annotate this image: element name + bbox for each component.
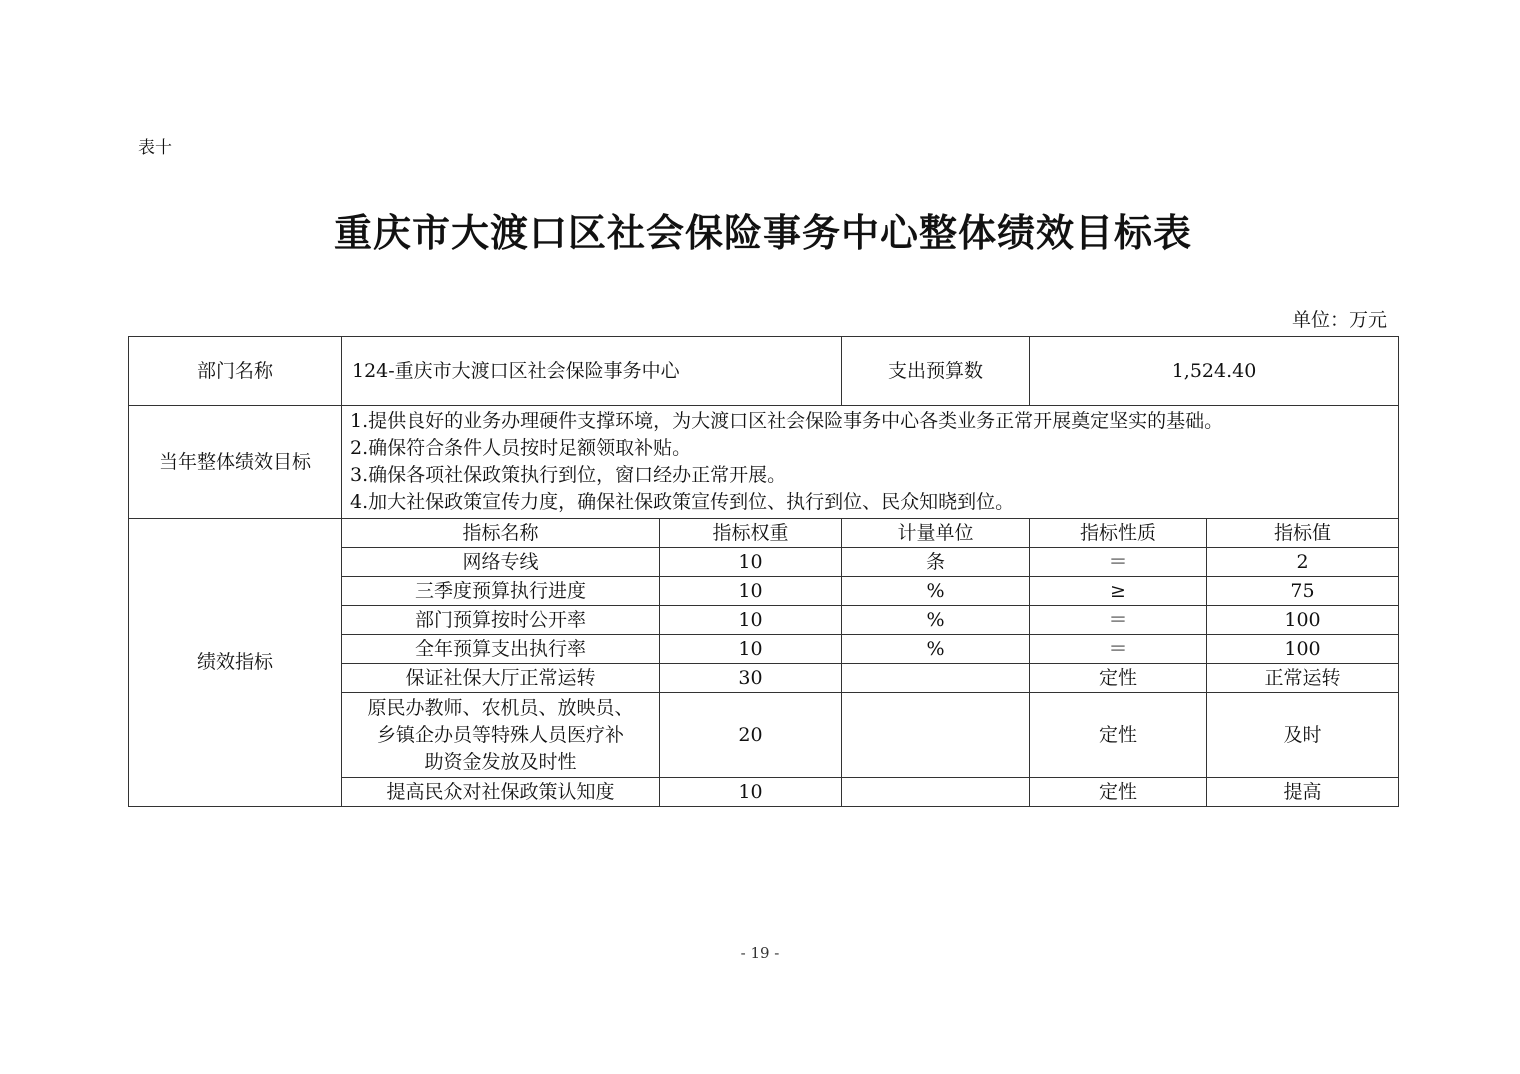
dept-row bbox=[129, 337, 1399, 406]
indicator-unit: % bbox=[842, 606, 1030, 635]
indicator-weight: 30 bbox=[660, 664, 842, 693]
dept-name-value: 124-重庆市大渡口区社会保险事务中心 bbox=[342, 337, 842, 406]
indicator-nature: ＝ bbox=[1030, 548, 1207, 577]
indicator-value: 75 bbox=[1207, 577, 1399, 606]
indicator-unit: % bbox=[842, 635, 1030, 664]
indicator-header-row bbox=[129, 519, 1399, 548]
indicator-name: 保证社保大厅正常运转 bbox=[342, 664, 660, 693]
goal-item: 2.确保符合条件人员按时足额领取补贴。 bbox=[350, 437, 692, 459]
goal-item: 4.加大社保政策宣传力度，确保社保政策宣传到位、执行到位、民众知晓到位。 bbox=[350, 491, 1015, 513]
column-header: 指标权重 bbox=[660, 519, 842, 548]
indicator-weight: 10 bbox=[660, 635, 842, 664]
dept-name-label: 部门名称 bbox=[129, 337, 342, 406]
indicator-name-line: 助资金发放及时性 bbox=[424, 750, 577, 773]
indicator-value: 正常运转 bbox=[1207, 664, 1399, 693]
indicator-value: 提高 bbox=[1207, 778, 1399, 807]
indicator-name-line: 原民办教师、农机员、放映员、 bbox=[367, 696, 634, 719]
indicator-name bbox=[342, 693, 660, 778]
column-header: 计量单位 bbox=[842, 519, 1030, 548]
indicator-weight: 10 bbox=[660, 606, 842, 635]
page-number: - 19 - bbox=[740, 944, 780, 962]
indicator-nature: 定性 bbox=[1030, 693, 1207, 778]
indicator-nature: 定性 bbox=[1030, 778, 1207, 807]
indicator-value: 及时 bbox=[1207, 693, 1399, 778]
document-title: 重庆市大渡口区社会保险事务中心整体绩效目标表 bbox=[333, 210, 1192, 255]
performance-target-table bbox=[128, 336, 1399, 807]
goal-label: 当年整体绩效目标 bbox=[129, 406, 342, 519]
goal-row bbox=[129, 406, 1399, 519]
indicator-unit: % bbox=[842, 577, 1030, 606]
indicator-unit: 条 bbox=[842, 548, 1030, 577]
indicator-name: 提高民众对社保政策认知度 bbox=[342, 778, 660, 807]
goal-item: 1.提供良好的业务办理硬件支撑环境，为大渡口区社会保险事务中心各类业务正常开展奠定坚实的基础。 bbox=[350, 410, 1224, 432]
goal-list bbox=[342, 406, 1399, 519]
indicator-name: 全年预算支出执行率 bbox=[342, 635, 660, 664]
indicator-unit bbox=[842, 778, 1030, 807]
indicator-unit bbox=[842, 693, 1030, 778]
indicator-name: 网络专线 bbox=[342, 548, 660, 577]
indicator-weight: 10 bbox=[660, 778, 842, 807]
indicator-weight: 20 bbox=[660, 693, 842, 778]
indicator-section-label: 绩效指标 bbox=[129, 519, 342, 807]
table-label: 表十 bbox=[138, 138, 172, 158]
indicator-name: 部门预算按时公开率 bbox=[342, 606, 660, 635]
indicator-nature: ＝ bbox=[1030, 635, 1207, 664]
indicator-nature: 定性 bbox=[1030, 664, 1207, 693]
goal-item: 3.确保各项社保政策执行到位，窗口经办正常开展。 bbox=[350, 464, 787, 486]
column-header: 指标值 bbox=[1207, 519, 1399, 548]
indicator-name: 三季度预算执行进度 bbox=[342, 577, 660, 606]
indicator-weight: 10 bbox=[660, 548, 842, 577]
indicator-value: 100 bbox=[1207, 606, 1399, 635]
indicator-value: 100 bbox=[1207, 635, 1399, 664]
indicator-weight: 10 bbox=[660, 577, 842, 606]
budget-label: 支出预算数 bbox=[842, 337, 1030, 406]
unit-label: 单位：万元 bbox=[1291, 309, 1387, 331]
indicator-nature: ＝ bbox=[1030, 606, 1207, 635]
column-header: 指标性质 bbox=[1030, 519, 1207, 548]
indicator-unit bbox=[842, 664, 1030, 693]
indicator-name-line: 乡镇企办员等特殊人员医疗补 bbox=[376, 723, 624, 746]
budget-value: 1,524.40 bbox=[1030, 337, 1399, 406]
indicator-nature: ≥ bbox=[1030, 577, 1207, 606]
indicator-value: 2 bbox=[1207, 548, 1399, 577]
column-header: 指标名称 bbox=[342, 519, 660, 548]
